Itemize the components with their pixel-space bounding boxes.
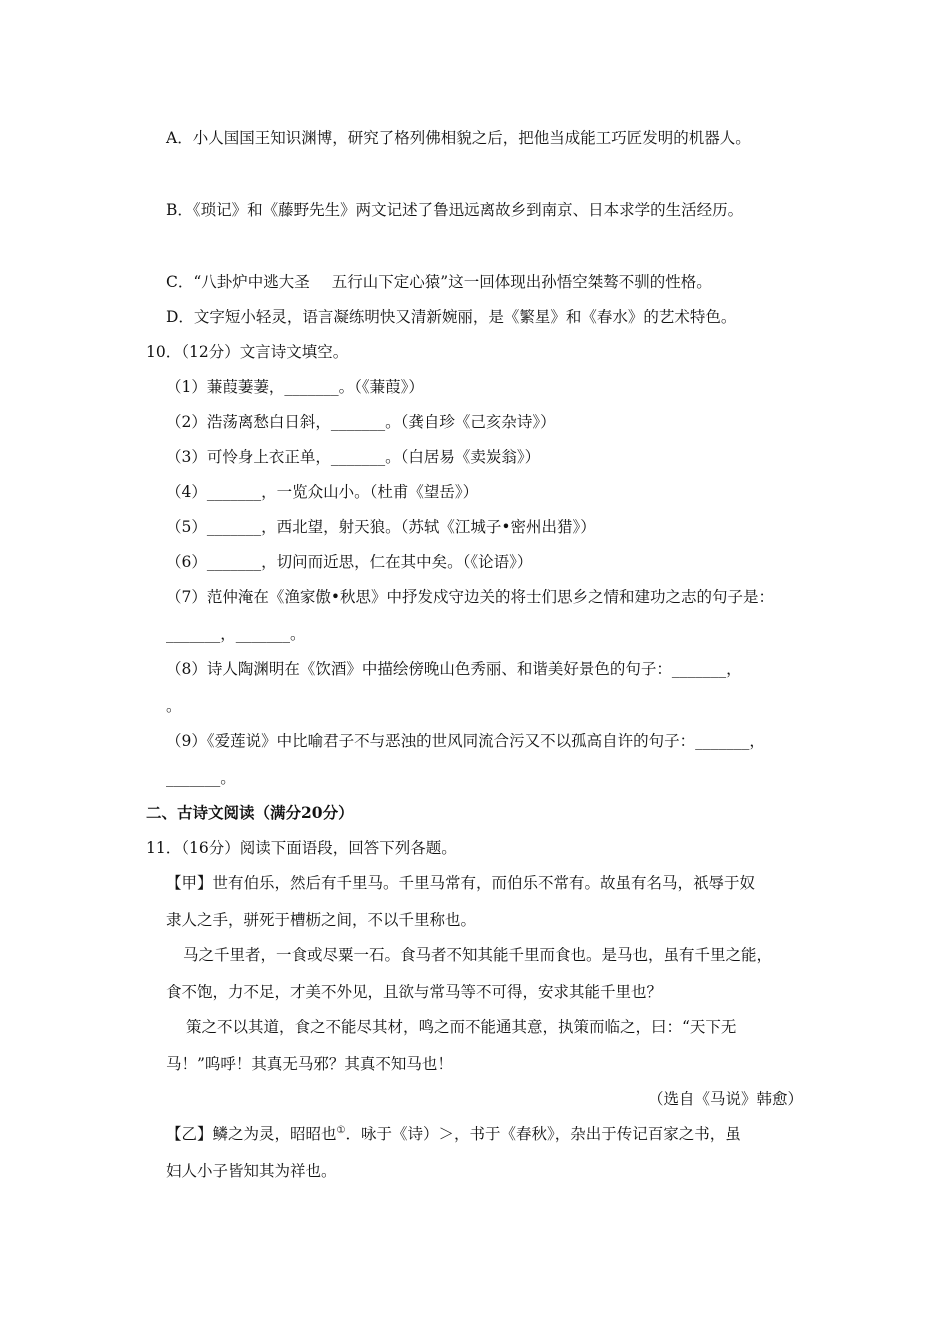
passage-yi-line-1: [166, 1123, 741, 1145]
question-10-item-7: （7）范仲淹在《渔家傲•秋思》中抒发戍守边关的将士们思乡之情和建功之志的句子是：: [166, 588, 775, 606]
passage-jia-line-4: 食不饱，力不足，才美不外见，且欲与常马等不可得，安求其能千里也？: [166, 983, 663, 1001]
question-10-item-3: （3）可怜身上衣正单，_______。（白居易《卖炭翁》）: [166, 448, 541, 466]
question-10-item-1: （1）蒹葭萋萋，_______。（《蒹葭》）: [166, 378, 424, 396]
passage-yi-text-start: 【乙】鳞之为灵，昭昭也: [166, 1125, 337, 1143]
section-2-title: 二、古诗文阅读（满分20分）: [146, 803, 354, 822]
question-10-item-9-blank: _______。: [166, 769, 236, 787]
passage-jia-source: （选自《马说》韩愈）: [648, 1090, 804, 1108]
option-c-first-half: C．“八卦炉中逃大圣: [166, 273, 310, 291]
question-10-heading: 10．（12分）文言诗文填空。: [146, 343, 349, 361]
question-10-item-9: （9）《爱莲说》中比喻君子不与恶浊的世风同流合污又不以孤高自许的句子：_______，: [166, 732, 765, 750]
question-10-item-6: （6）_______，切问而近思，仁在其中矣。（《论语》）: [166, 553, 533, 571]
question-10-item-2: （2）浩荡离愁白日斜，_______。（龚自珍《己亥杂诗》）: [166, 413, 556, 431]
passage-jia-line-5: 策之不以其道，食之不能尽其材，鸣之而不能通其意，执策而临之，曰：“天下无: [186, 1018, 737, 1036]
option-d: D．文字短小轻灵，语言凝练明快又清新婉丽，是《繁星》和《春水》的艺术特色。: [166, 308, 737, 326]
option-c: [166, 271, 712, 293]
passage-yi-text-rest: ．咏于《诗）＞，书于《春秋》，杂出于传记百家之书，虽: [345, 1125, 741, 1143]
question-10-item-7-blanks: _______，_______。: [166, 625, 306, 643]
question-10-item-8: （8）诗人陶渊明在《饮酒》中描绘傍晚山色秀丽、和谐美好景色的句子：_______，: [166, 660, 742, 678]
option-a: A．小人国国王知识渊博，研究了格列佛相貌之后，把他当成能工巧匠发明的机器人。: [166, 129, 751, 147]
passage-jia-line-2: 隶人之手，骈死于槽枥之间，不以千里称也。: [166, 911, 477, 929]
question-10-item-4: （4）_______，一览众山小。（杜甫《望岳》）: [166, 483, 479, 501]
footnote-marker: ①: [336, 1124, 346, 1136]
passage-jia-line-3: 马之千里者，一食或尽粟一石。食马者不知其能千里而食也。是马也，虽有千里之能，: [183, 946, 773, 964]
option-c-second-half: 五行山下定心猿”这一回体现出孙悟空桀骜不驯的性格。: [331, 273, 712, 291]
passage-jia-line-6: 马！”呜呼！其真无马邪？其真不知马也！: [166, 1055, 453, 1073]
passage-yi-line-2: 妇人小子皆知其为祥也。: [166, 1162, 337, 1180]
question-11-heading: 11．（16分）阅读下面语段，回答下列各题。: [146, 839, 457, 857]
question-10-item-8-end: 。: [166, 697, 182, 715]
question-10-item-5: （5）_______，西北望，射天狼。（苏轼《江城子•密州出猎》）: [166, 518, 596, 536]
option-b: B．《琐记》和《藤野先生》两文记述了鲁迅远离故乡到南京、日本求学的生活经历。: [166, 201, 744, 219]
passage-jia-line-1: 【甲】世有伯乐，然后有千里马。千里马常有，而伯乐不常有。故虽有名马，祇辱于奴: [166, 874, 756, 892]
